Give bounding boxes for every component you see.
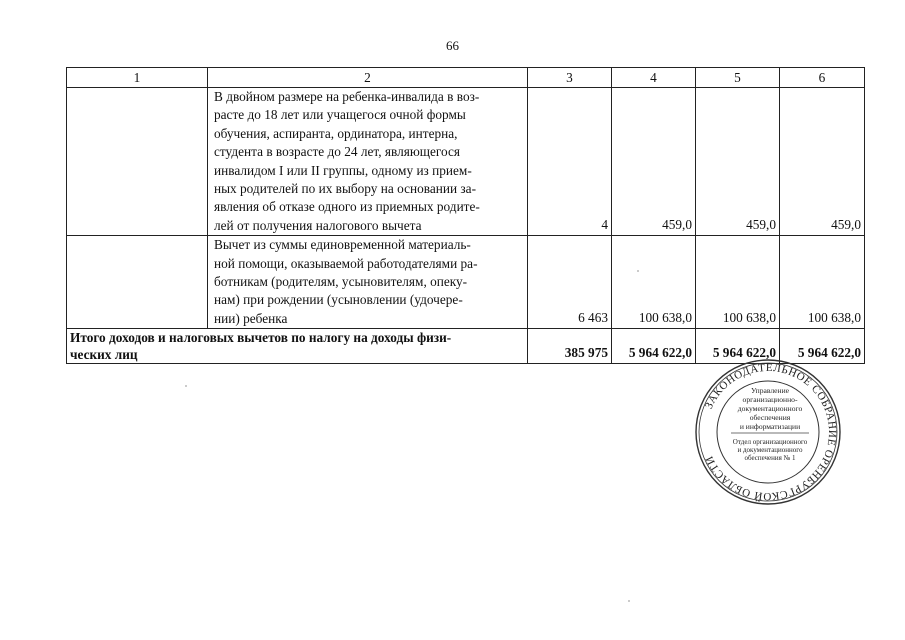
description-line: явления об отказе одного из приемных родите- (214, 199, 480, 215)
description-line: инвалидом I или II группы, одному из прием- (214, 162, 472, 178)
column-header: 3 (528, 68, 612, 88)
column-header: 1 (67, 68, 208, 88)
total-value: 5 964 622,0 (696, 329, 780, 364)
description-line: нии) ребенка (214, 310, 288, 326)
stamp-text-line: Управление (750, 386, 790, 395)
row-description (208, 236, 528, 329)
total-value: 385 975 (528, 329, 612, 364)
empty-cell (67, 236, 208, 329)
description-line: ботникам (родителям, усыновителям, опеку- (214, 274, 468, 290)
value-cell: 459,0 (696, 88, 780, 236)
description-line: ных родителей по их выбору на основании за- (214, 181, 477, 197)
description-line: ной помощи, оказываемой работодателями ра- (214, 255, 478, 271)
value-cell: 100 638,0 (612, 236, 696, 329)
scan-speck (637, 270, 639, 272)
description-line: расте до 18 лет или учащегося очной формы (214, 107, 466, 123)
value-cell: 459,0 (612, 88, 696, 236)
description-line: Вычет из суммы единовременной материаль- (214, 237, 471, 253)
total-label (67, 329, 528, 364)
scan-speck (185, 385, 187, 387)
stamp-text-line: Отдел организационного (732, 438, 808, 446)
table-row (67, 88, 865, 236)
stamp-text-line: и документационного (737, 446, 803, 454)
column-header: 2 (208, 68, 528, 88)
column-header: 5 (696, 68, 780, 88)
total-label-line: Итого доходов и налоговых вычетов по налогу на доходы физи- (70, 330, 452, 346)
description-line: обучения, аспиранта, ординатора, интерна, (214, 125, 458, 141)
value-cell: 459,0 (780, 88, 865, 236)
total-value: 5 964 622,0 (780, 329, 865, 364)
column-header-row (67, 68, 865, 88)
stamp-text-line: и информатизации (739, 422, 801, 431)
description-line: В двойном размере на ребенка-инвалида в воз- (214, 89, 480, 104)
row-description (208, 88, 528, 236)
table-row (67, 236, 865, 329)
value-cell: 100 638,0 (696, 236, 780, 329)
scan-speck (628, 600, 630, 602)
stamp-text-line: организационно- (742, 395, 798, 404)
official-stamp (693, 357, 843, 507)
description-line: лей от получения налогового вычета (214, 217, 422, 233)
column-header: 6 (780, 68, 865, 88)
value-cell: 100 638,0 (780, 236, 865, 329)
total-value: 5 964 622,0 (612, 329, 696, 364)
stamp-text-line: обеспечения (749, 413, 791, 422)
column-header: 4 (612, 68, 696, 88)
empty-cell (67, 88, 208, 236)
description-line: студента в возрасте до 24 лет, являющегося (214, 144, 461, 160)
description-line: нам) при рождении (усыновлении (удочере- (214, 292, 463, 308)
stamp-text-line: документационного (737, 404, 803, 413)
tax-deductions-table (66, 67, 865, 364)
total-label-line: ческих лиц (70, 347, 138, 363)
page-number: 66 (446, 38, 459, 53)
stamp-ring-text: ЗАКОНОДАТЕЛЬНОЕ СОБРАНИЕ ОРЕНБУРГСКОЙ ОБЛАСТИ (703, 361, 839, 503)
stamp-text-line: обеспечения № 1 (744, 454, 796, 462)
value-cell: 4 (528, 88, 612, 236)
value-cell: 6 463 (528, 236, 612, 329)
